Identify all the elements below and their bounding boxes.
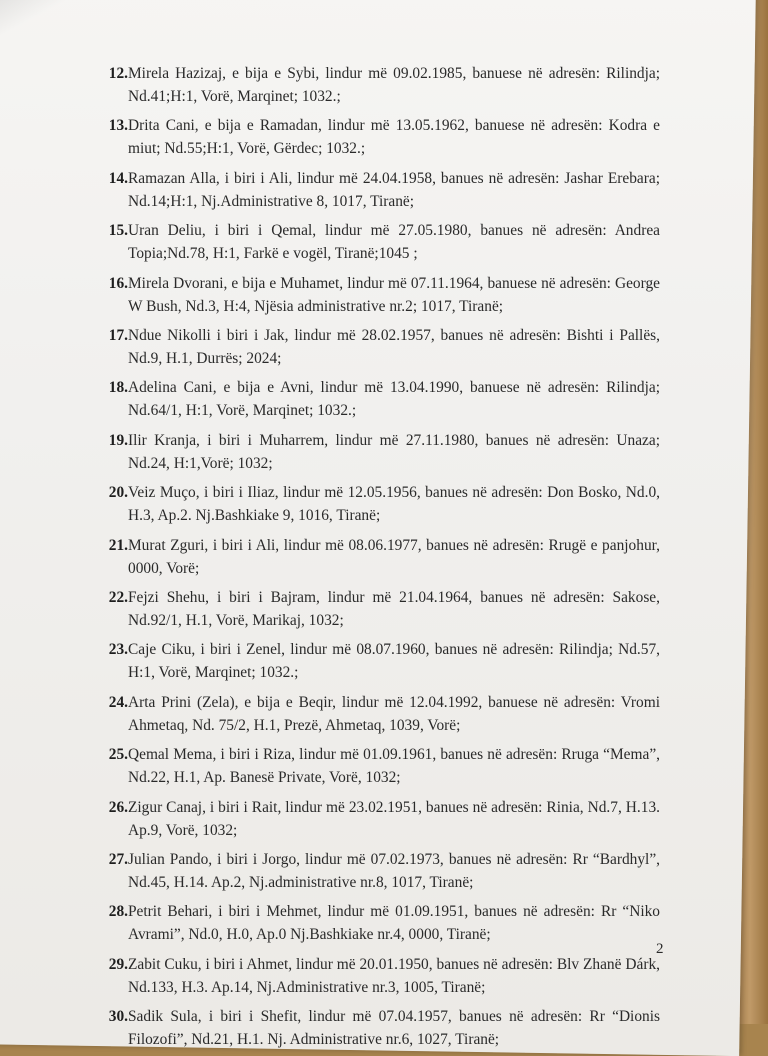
item-number: 24. xyxy=(108,693,128,711)
list-item xyxy=(100,167,660,213)
item-number: 22. xyxy=(108,589,128,606)
item-number: 19. xyxy=(108,431,128,449)
item-text: Fejzi Shehu, i biri i Bajram, lindur më 21.04.1964, banues në adresën: Sakose, Nd.92/1, H.1, Vorë, Marikaj, 1032; xyxy=(128,589,660,629)
item-number: 18. xyxy=(108,379,128,397)
item-number: 23. xyxy=(108,641,128,659)
item-number: 13. xyxy=(108,117,128,135)
item-number: 27. xyxy=(108,851,128,868)
item-text: Drita Cani, e bija e Ramadan, lindur më 13.05.1962, banuese në adresën: Kodra e miut; Nd.55;H:1, Vorë, Gërdec; 1032.; xyxy=(128,117,660,158)
item-number: 30. xyxy=(108,1008,128,1026)
item-text: Caje Ciku, i biri i Zenel, lindur më 08.07.1960, banues në adresën: Rilindja; Nd.57, H:1, Vorë, Marqinet; 1032.; xyxy=(128,641,660,682)
item-text: Ramazan Alla, i biri i Ali, lindur më 24.04.1958, banues në adresën: Jashar Erebara; Nd.14;H:1, Nj.Administrative 8, 1017, Tiranë; xyxy=(128,169,660,210)
list-item xyxy=(100,429,660,475)
list-item xyxy=(100,796,660,842)
list-item xyxy=(100,376,660,422)
list-item xyxy=(100,62,660,108)
item-number: 15. xyxy=(108,222,128,240)
item-text: Mirela Hazizaj, e bija e Sybi, lindur më 09.02.1985, banuese në adresën: Rilindja; Nd.41;H:1, Vorë, Marqinet; 1032.; xyxy=(128,65,660,105)
item-text: Qemal Mema, i biri i Riza, lindur më 01.09.1961, banues në adresën: Rruga “Mema”, Nd.22, H.1, Ap. Banesë Private, Vorë, 1032; xyxy=(128,746,660,787)
item-text: Julian Pando, i biri i Jorgo, lindur më 07.02.1973, banues në adresën: Rr “Bardhyl”, Nd.45, H.14. Ap.2, Nj.administrative nr.8, 1017, Tiranë; xyxy=(128,851,660,891)
item-number: 25. xyxy=(108,746,128,764)
item-number: 28. xyxy=(108,903,128,921)
item-text: Ilir Kranja, i biri i Muharrem, lindur më 27.11.1980, banues në adresën: Unaza; Nd.24, H:1,Vorë; 1032; xyxy=(128,431,660,472)
list-item xyxy=(100,114,660,160)
page-number: 2 xyxy=(656,941,664,957)
list-item xyxy=(100,534,660,580)
list-item xyxy=(100,1005,660,1051)
list-item xyxy=(100,638,660,684)
list-item xyxy=(100,324,660,370)
list-item xyxy=(100,586,660,632)
item-text: Murat Zguri, i biri i Ali, lindur më 08.06.1977, banues në adresën: Rrugë e panjohur, 0000, Vorë; xyxy=(128,536,660,577)
item-text: Veiz Muço, i biri i Iliaz, lindur më 12.05.1956, banues në adresën: Don Bosko, Nd.0, H.3, Ap.2. Nj.Bashkiake 9, 1016, Tiranë; xyxy=(128,484,660,525)
item-text: Ndue Nikolli i biri i Jak, lindur më 28.02.1957, banues në adresën: Bishti i Pallës, Nd.9, H.1, Durrës; 2024; xyxy=(128,327,660,367)
item-number: 26. xyxy=(108,798,128,816)
item-number: 17. xyxy=(108,327,128,344)
item-number: 16. xyxy=(108,274,128,292)
item-number: 29. xyxy=(108,955,128,973)
list-item xyxy=(100,953,660,999)
list-item xyxy=(100,691,660,737)
list-item xyxy=(100,219,660,265)
item-number: 21. xyxy=(108,536,128,554)
item-text: Arta Prini (Zela), e bija e Beqir, lindur më 12.04.1992, banuese në adresën: Vromi Ahmetaq, Nd. 75/2, H.1, Prezë, Ahmetaq, 1039, Vorë; xyxy=(128,693,660,734)
item-text: Sadik Sula, i biri i Shefit, lindur më 07.04.1957, banues në adresën: Rr “Dionis Filozofi”, Nd.21, H.1. Nj. Administrative nr.6, 1027, Tiranë; xyxy=(128,1008,660,1049)
list-item xyxy=(100,272,660,318)
item-text: Adelina Cani, e bija e Avni, lindur më 13.04.1990, banuese në adresën: Rilindja; Nd.64/1, H:1, Vorë, Marqinet; 1032.; xyxy=(128,379,660,420)
list-item xyxy=(100,743,660,789)
item-number: 20. xyxy=(108,484,128,502)
item-text: Petrit Behari, i biri i Mehmet, lindur më 01.09.1951, banues në adresën: Rr “Niko Avrami”, Nd.0, H.0, Ap.0 Nj.Bashkiake nr.4, 0000, Tiranë; xyxy=(128,903,660,944)
page-fold-shadow xyxy=(0,0,70,55)
item-number: 14. xyxy=(108,169,128,187)
item-text: Zabit Cuku, i biri i Ahmet, lindur më 20.01.1950, banues në adresën: Blv Zhanë Dárk, Nd.133, H.3. Ap.14, Nj.Administrative nr.3, 1005, Tiranë; xyxy=(128,955,660,996)
list-item xyxy=(100,481,660,527)
list-item xyxy=(100,848,660,894)
item-text: Zigur Canaj, i biri i Rait, lindur më 23.02.1951, banues në adresën: Rinia, Nd.7, H.13. Ap.9, Vorë, 1032; xyxy=(128,798,660,839)
list-item xyxy=(100,900,660,946)
item-text: Uran Deliu, i biri i Qemal, lindur më 27.05.1980, banues në adresën: Andrea Topia;Nd.78, H:1, Farkë e vogël, Tiranë;1045 ; xyxy=(128,222,660,263)
item-text: Mirela Dvorani, e bija e Muhamet, lindur më 07.11.1964, banuese në adresën: George W Bush, Nd.3, H:4, Njësia administrative nr.2; 1017, Tiranë; xyxy=(128,274,660,315)
item-number: 12. xyxy=(108,65,128,82)
